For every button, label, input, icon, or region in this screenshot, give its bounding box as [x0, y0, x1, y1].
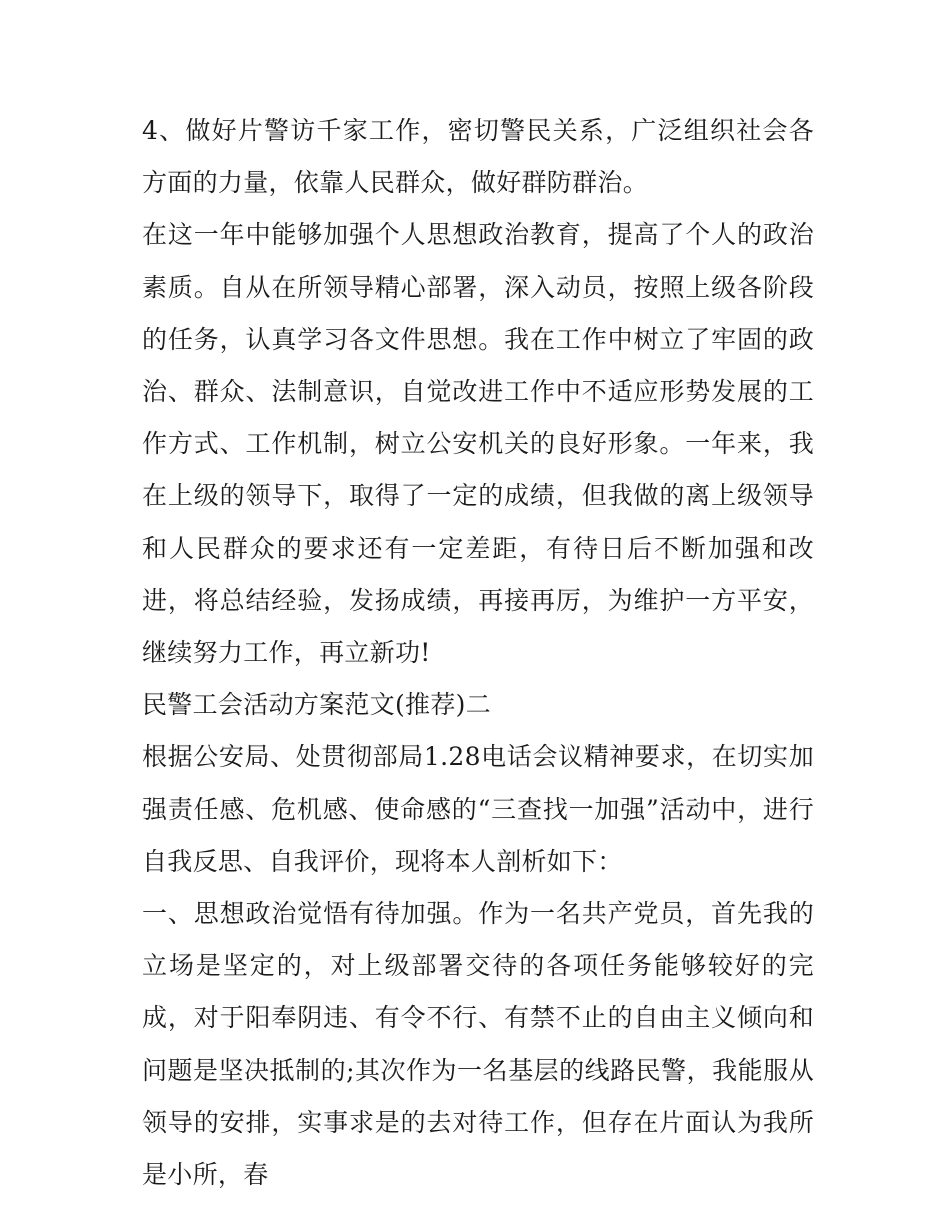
document-body: [142, 105, 814, 1201]
paragraph-annual-summary: 在这一年中能够加强个人思想政治教育，提高了个人的政治素质。自从在所领导精心部署，深入动员，按照上级各阶段的任务，认真学习各文件思想。我在工作中树立了牢固的政治、群众、法制意识，自觉改进工作中不适应形势发展的工作方式、工作机制，树立公安机关的良好形象。一年来，我在上级的领导下，取得了一定的成绩，但我做的离上级领导和人民群众的要求还有一定差距，有待日后不断加强和改进，将总结经验，发扬成绩，再接再厉，为维护一方平安，继续努力工作，再立新功!: [142, 220, 814, 668]
paragraph-intro: 根据公安局、处贯彻部局1.28电话会议精神要求，在切实加强责任感、危机感、使命感的“三查找一加强”活动中，进行自我反思、自我评价，现将本人剖析如下：: [142, 742, 814, 876]
paragraph-point-1: 一、思想政治觉悟有待加强。作为一名共产党员，首先我的立场是坚定的，对上级部署交待的各项任务能够较好的完成，对于阳奉阴违、有令不行、有禁不止的自由主义倾向和问题是坚决抵制的;其次作为一名基层的线路民警，我能服从领导的安排，实事求是的去对待工作，但存在片面认为我所是小所，春: [142, 899, 814, 1190]
paragraph-work-item-4: 4、做好片警访千家工作，密切警民关系，广泛组织社会各方面的力量，依靠人民群众，做好群防群治。: [142, 116, 814, 198]
section-heading: 民警工会活动方案范文(推荐)二: [142, 690, 492, 720]
